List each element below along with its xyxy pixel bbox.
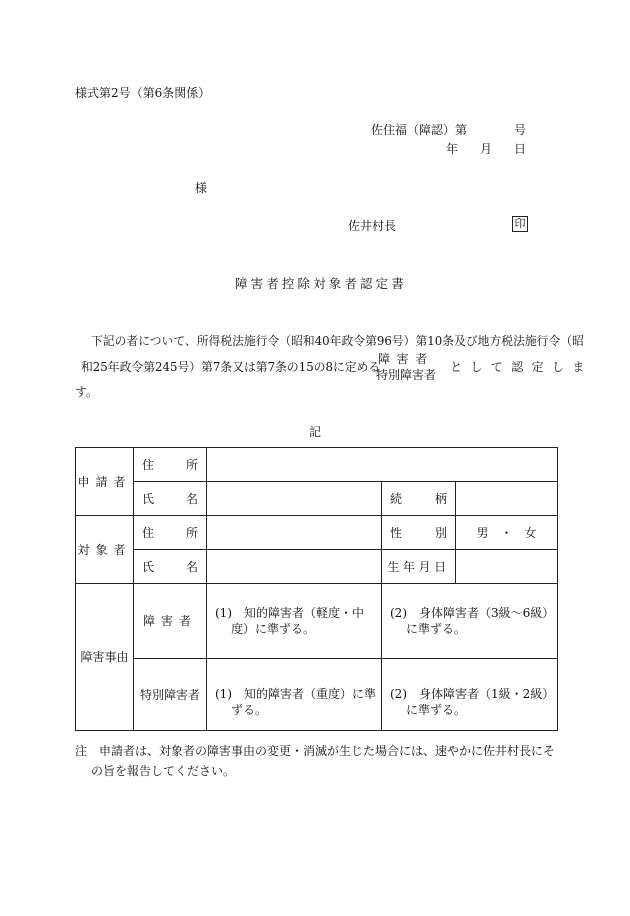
birthdate-field[interactable] [456,550,558,584]
birthdate-label: 生年月日 [382,550,456,584]
date-month: 月 [480,142,493,156]
subject-address-field[interactable] [207,516,382,550]
body-line-2-end: として認定しま [450,360,593,374]
body-line-1: 下記の者について、所得税法施行令（昭和40年政令第96号）第10条及び地方税法施行令（昭 [91,334,584,348]
document-number-prefix: 佐住福（障認）第 [371,123,468,137]
applicant-header: 申請者 [76,448,134,516]
seal-box: 印 [512,216,528,232]
note-line-1: 注 申請者は、対象者の障害事由の変更・消滅が生じた場合には、速やかに佐井村長にそ [75,744,556,758]
relationship-field[interactable] [456,482,558,516]
addressee-suffix: 様 [195,181,208,195]
body-line-2-start: 和25年政令第245号）第7条又は第7条の15の8に定める [81,360,381,374]
subject-address-label: 住 所 [134,516,207,550]
body-line-3: す。 [75,385,99,399]
date-year: 年 [446,142,459,156]
note-line-2: の旨を報告してください。 [91,764,236,778]
certification-table [75,447,558,731]
applicant-address-label: 住 所 [134,448,207,482]
document-title: 障害者控除対象者認定書 [235,276,407,291]
subject-name-label: 氏 名 [134,550,207,584]
disabled-option-2[interactable]: (2) 身体障害者（3級～6級）に準ずる。 [382,584,558,659]
form-number: 様式第2号（第6条関係） [75,86,211,100]
relationship-label: 続 柄 [382,482,456,516]
reason-header: 障害事由 [76,584,134,731]
special-option-1[interactable]: (1) 知的障害者（重度）に準ずる。 [207,659,382,731]
sex-options[interactable]: 男 ・ 女 [456,516,558,550]
special-option-2[interactable]: (2) 身体障害者（1級・2級）に準ずる。 [382,659,558,731]
sex-label: 性 別 [382,516,456,550]
applicant-name-label: 氏 名 [134,482,207,516]
disabled-category-label: 障害者 [134,584,207,659]
applicant-address-field[interactable] [207,448,558,482]
special-disabled-category-label: 特別障害者 [134,659,207,731]
choice-disabled: 障害者 [378,352,434,366]
document-number-suffix: 号 [514,123,527,137]
date-day: 日 [514,142,527,156]
subject-header: 対象者 [76,516,134,584]
applicant-name-field[interactable] [207,482,382,516]
issuer: 佐井村長 [348,219,397,233]
disabled-option-1[interactable]: (1) 知的障害者（軽度・中度）に準ずる。 [207,584,382,659]
subject-name-field[interactable] [207,550,382,584]
choice-special-disabled: 特別障害者 [376,368,437,382]
ki-heading: 記 [309,425,322,439]
